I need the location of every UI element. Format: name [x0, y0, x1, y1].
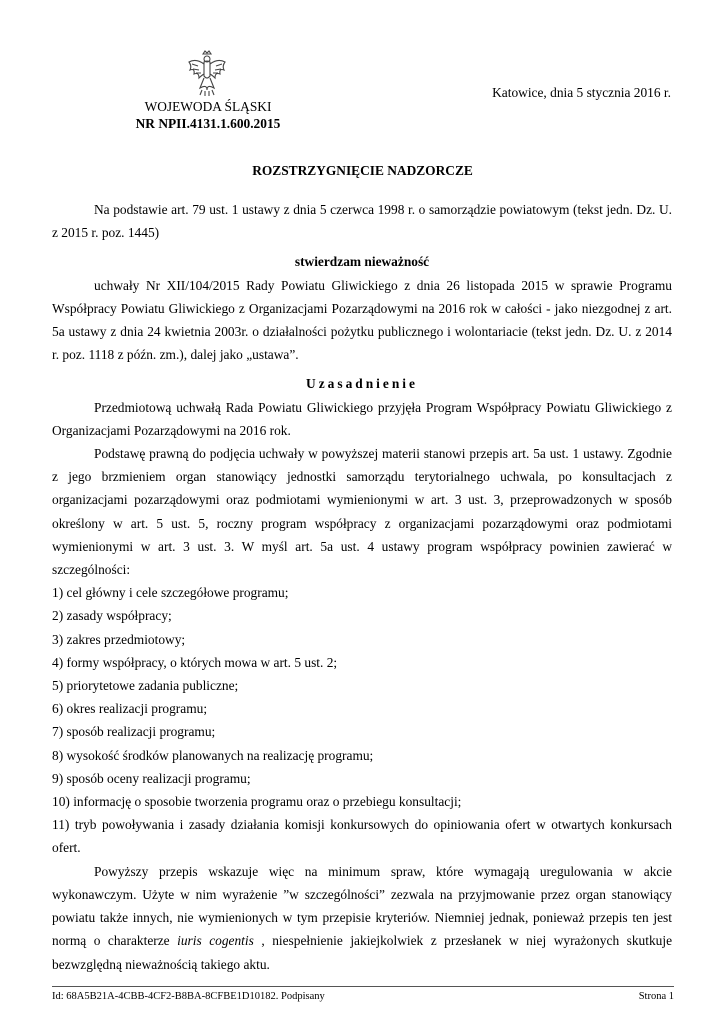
decision-heading: stwierdzam nieważność [294, 254, 430, 270]
page-number: Strona 1 [638, 991, 674, 1002]
list-item: 9) sposób oceny realizacji programu; [52, 770, 251, 786]
footer-divider [52, 986, 674, 987]
latin-term: iuris cogentis [177, 933, 254, 949]
list-item: 6) okres realizacji programu; [52, 701, 208, 717]
justification-paragraph-3 [52, 860, 672, 976]
list-item: 5) priorytetowe zadania publiczne; [52, 678, 239, 694]
justification-heading: Uzasadnienie [306, 376, 418, 392]
list-item: 10) informację o sposobie tworzenia programu oraz o przebiegu konsultacji; [52, 794, 462, 810]
legal-basis-paragraph: Na podstawie art. 79 ust. 1 ustawy z dnia 5 czerwca 1998 r. o samorządzie powiatowym (tekst jedn. Dz. U. z 2015 r. poz. 1445) [52, 202, 672, 241]
polish-eagle-icon [186, 50, 228, 98]
list-item: 7) sposób realizacji programu; [52, 724, 216, 740]
justification-paragraph-2: Podstawę prawną do podjęcia uchwały w powyższej materii stanowi przepis art. 5a ust. 1 ustawy. Zgodnie z jego brzmieniem organ stanowiący jednostki samorządu terytorialnego uchwala, po konsultacjach z organizacjami pozarządowymi oraz podmiotami wymienionymi w art. 3 ust. 3, przeprowadzonych w sposób określony w art. 5 ust. 5, roczny program współpracy z organizacjami pozarządowymi oraz podmiotami wymienionymi w art. 3 ust. 3. W myśl art. 5a ust. 4 ustawy program współpracy powinien zawierać w szczególności: [52, 446, 672, 578]
place-date: Katowice, dnia 5 stycznia 2016 r. [492, 85, 671, 100]
document-id: Id: 68A5B21A-4CBB-4CF2-B8BA-8CFBE1D10182. Podpisany [52, 991, 325, 1002]
issuer-name: WOJEWODA ŚLĄSKI [144, 99, 272, 114]
document-title: ROZSTRZYGNIĘCIE NADZORCZE [252, 163, 473, 178]
paragraph-text: Powyższy przepis wskazuje więc na minimum spraw, które wymagają uregulowania w akcie wykonawczym. Użyte w nim wyrażenie ”w szczególności” zezwala na przyjmowanie przez organ stanowiący powiatu także innych, nie wymienionych w tym przepisie kryteriów. Niemniej jednak, ponieważ przepis ten jest normą o charakterze [52, 863, 672, 949]
justification-paragraph-1: Przedmiotową uchwałą Rada Powiatu Gliwickiego przyjęła Program Współpracy Powiatu Gliwickiego z Organizacjami Pozarządowymi na 2016 rok. [52, 399, 672, 438]
list-item: 8) wysokość środków planowanych na realizację programu; [52, 747, 374, 763]
page-footer [52, 991, 674, 1002]
issuer-block [108, 98, 308, 132]
list-item: 3) zakres przedmiotowy; [52, 631, 186, 647]
list-item: 2) zasady współpracy; [52, 608, 172, 624]
document-body [52, 198, 672, 976]
list-item: 11) tryb powoływania i zasady działania komisji konkursowych do opiniowania ofert w otwartych konkursach ofert. [52, 817, 672, 856]
list-item: 1) cel główny i cele szczegółowe programu; [52, 585, 289, 601]
paragraph-text: , niespełnienie jakiejkolwiek z przesłanek w niej wyrażonych skutkuje bezwzględną nieważnością takiego aktu. [52, 933, 673, 972]
requirements-list [52, 581, 672, 859]
decision-paragraph: uchwały Nr XII/104/2015 Rady Powiatu Gliwickiego z dnia 26 listopada 2015 w sprawie Programu Współpracy Powiatu Gliwickiego z Organizacjami Pozarządowymi na 2016 rok w całości - jako niezgodnej z art. 5a ustawy z dnia 24 kwietnia 2003r. o działalności pożytku publicznego i wolontariacie (tekst jedn. Dz. U. z 2014 r. poz. 1118 z późn. zm.), dalej jako „ustawa”. [52, 277, 672, 363]
list-item: 4) formy współpracy, o których mowa w art. 5 ust. 2; [52, 654, 338, 670]
document-number: NR NPII.4131.1.600.2015 [135, 116, 281, 131]
